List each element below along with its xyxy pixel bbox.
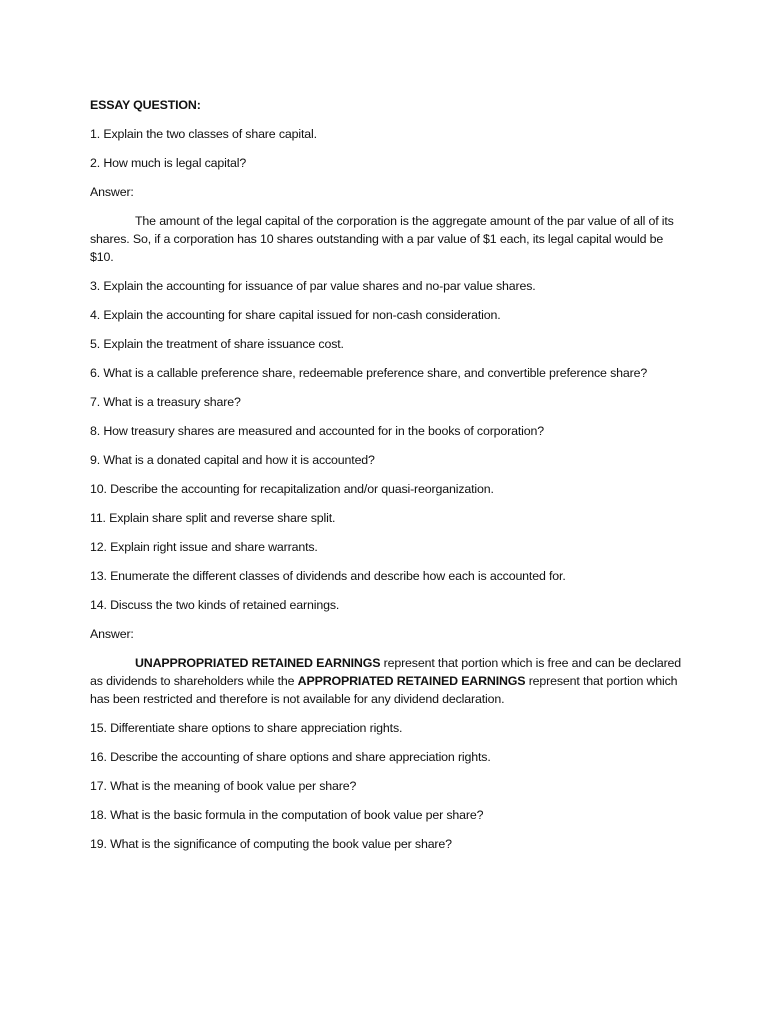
question-item: 15. Differentiate share options to share appreciation rights.: [90, 721, 403, 735]
answer-label: Answer:: [90, 185, 134, 199]
answer-paragraph: [90, 212, 688, 266]
question-item: 18. What is the basic formula in the computation of book value per share?: [90, 808, 484, 822]
answer-bold-term: UNAPPROPRIATED RETAINED EARNINGS: [135, 656, 381, 670]
question-item: 8. How treasury shares are measured and accounted for in the books of corporation?: [90, 424, 544, 438]
question-item: 13. Enumerate the different classes of dividends and describe how each is accounted for.: [90, 569, 566, 583]
question-item: 7. What is a treasury share?: [90, 395, 241, 409]
question-item: 1. Explain the two classes of share capital.: [90, 127, 317, 141]
answer-bold-term: APPROPRIATED RETAINED EARNINGS: [297, 674, 526, 688]
answer-text-run: The amount of the legal capital of the corporation is the aggregate amount of the par value of all of its shares. So, if a corporation has 10 shares outstanding with a par value of $1 each, its legal capital would be $10.: [90, 214, 674, 264]
question-item: 12. Explain right issue and share warrants.: [90, 540, 318, 554]
answer-text-run: represent that portion which is free and can be declared as dividends to shareholders while the: [90, 656, 682, 688]
question-item: 17. What is the meaning of book value per share?: [90, 779, 357, 793]
question-item: 9. What is a donated capital and how it is accounted?: [90, 453, 375, 467]
document-heading: ESSAY QUESTION:: [90, 98, 201, 112]
question-item: 6. What is a callable preference share, redeemable preference share, and convertible preference share?: [90, 366, 648, 380]
question-item: 11. Explain share split and reverse share split.: [90, 511, 336, 525]
document-body: [90, 96, 688, 864]
answer-label: Answer:: [90, 627, 134, 641]
question-item: 4. Explain the accounting for share capital issued for non-cash consideration.: [90, 308, 501, 322]
answer-paragraph: [90, 654, 688, 708]
question-item: 19. What is the significance of computing the book value per share?: [90, 837, 452, 851]
question-item: 2. How much is legal capital?: [90, 156, 247, 170]
question-item: 10. Describe the accounting for recapitalization and/or quasi-reorganization.: [90, 482, 494, 496]
question-item: 5. Explain the treatment of share issuance cost.: [90, 337, 344, 351]
question-item: 3. Explain the accounting for issuance of par value shares and no-par value shares.: [90, 279, 536, 293]
question-item: 16. Describe the accounting of share options and share appreciation rights.: [90, 750, 491, 764]
answer-text-run: represent that portion which has been restricted and therefore is not available for any dividend declaration.: [90, 674, 678, 706]
question-item: 14. Discuss the two kinds of retained earnings.: [90, 598, 340, 612]
